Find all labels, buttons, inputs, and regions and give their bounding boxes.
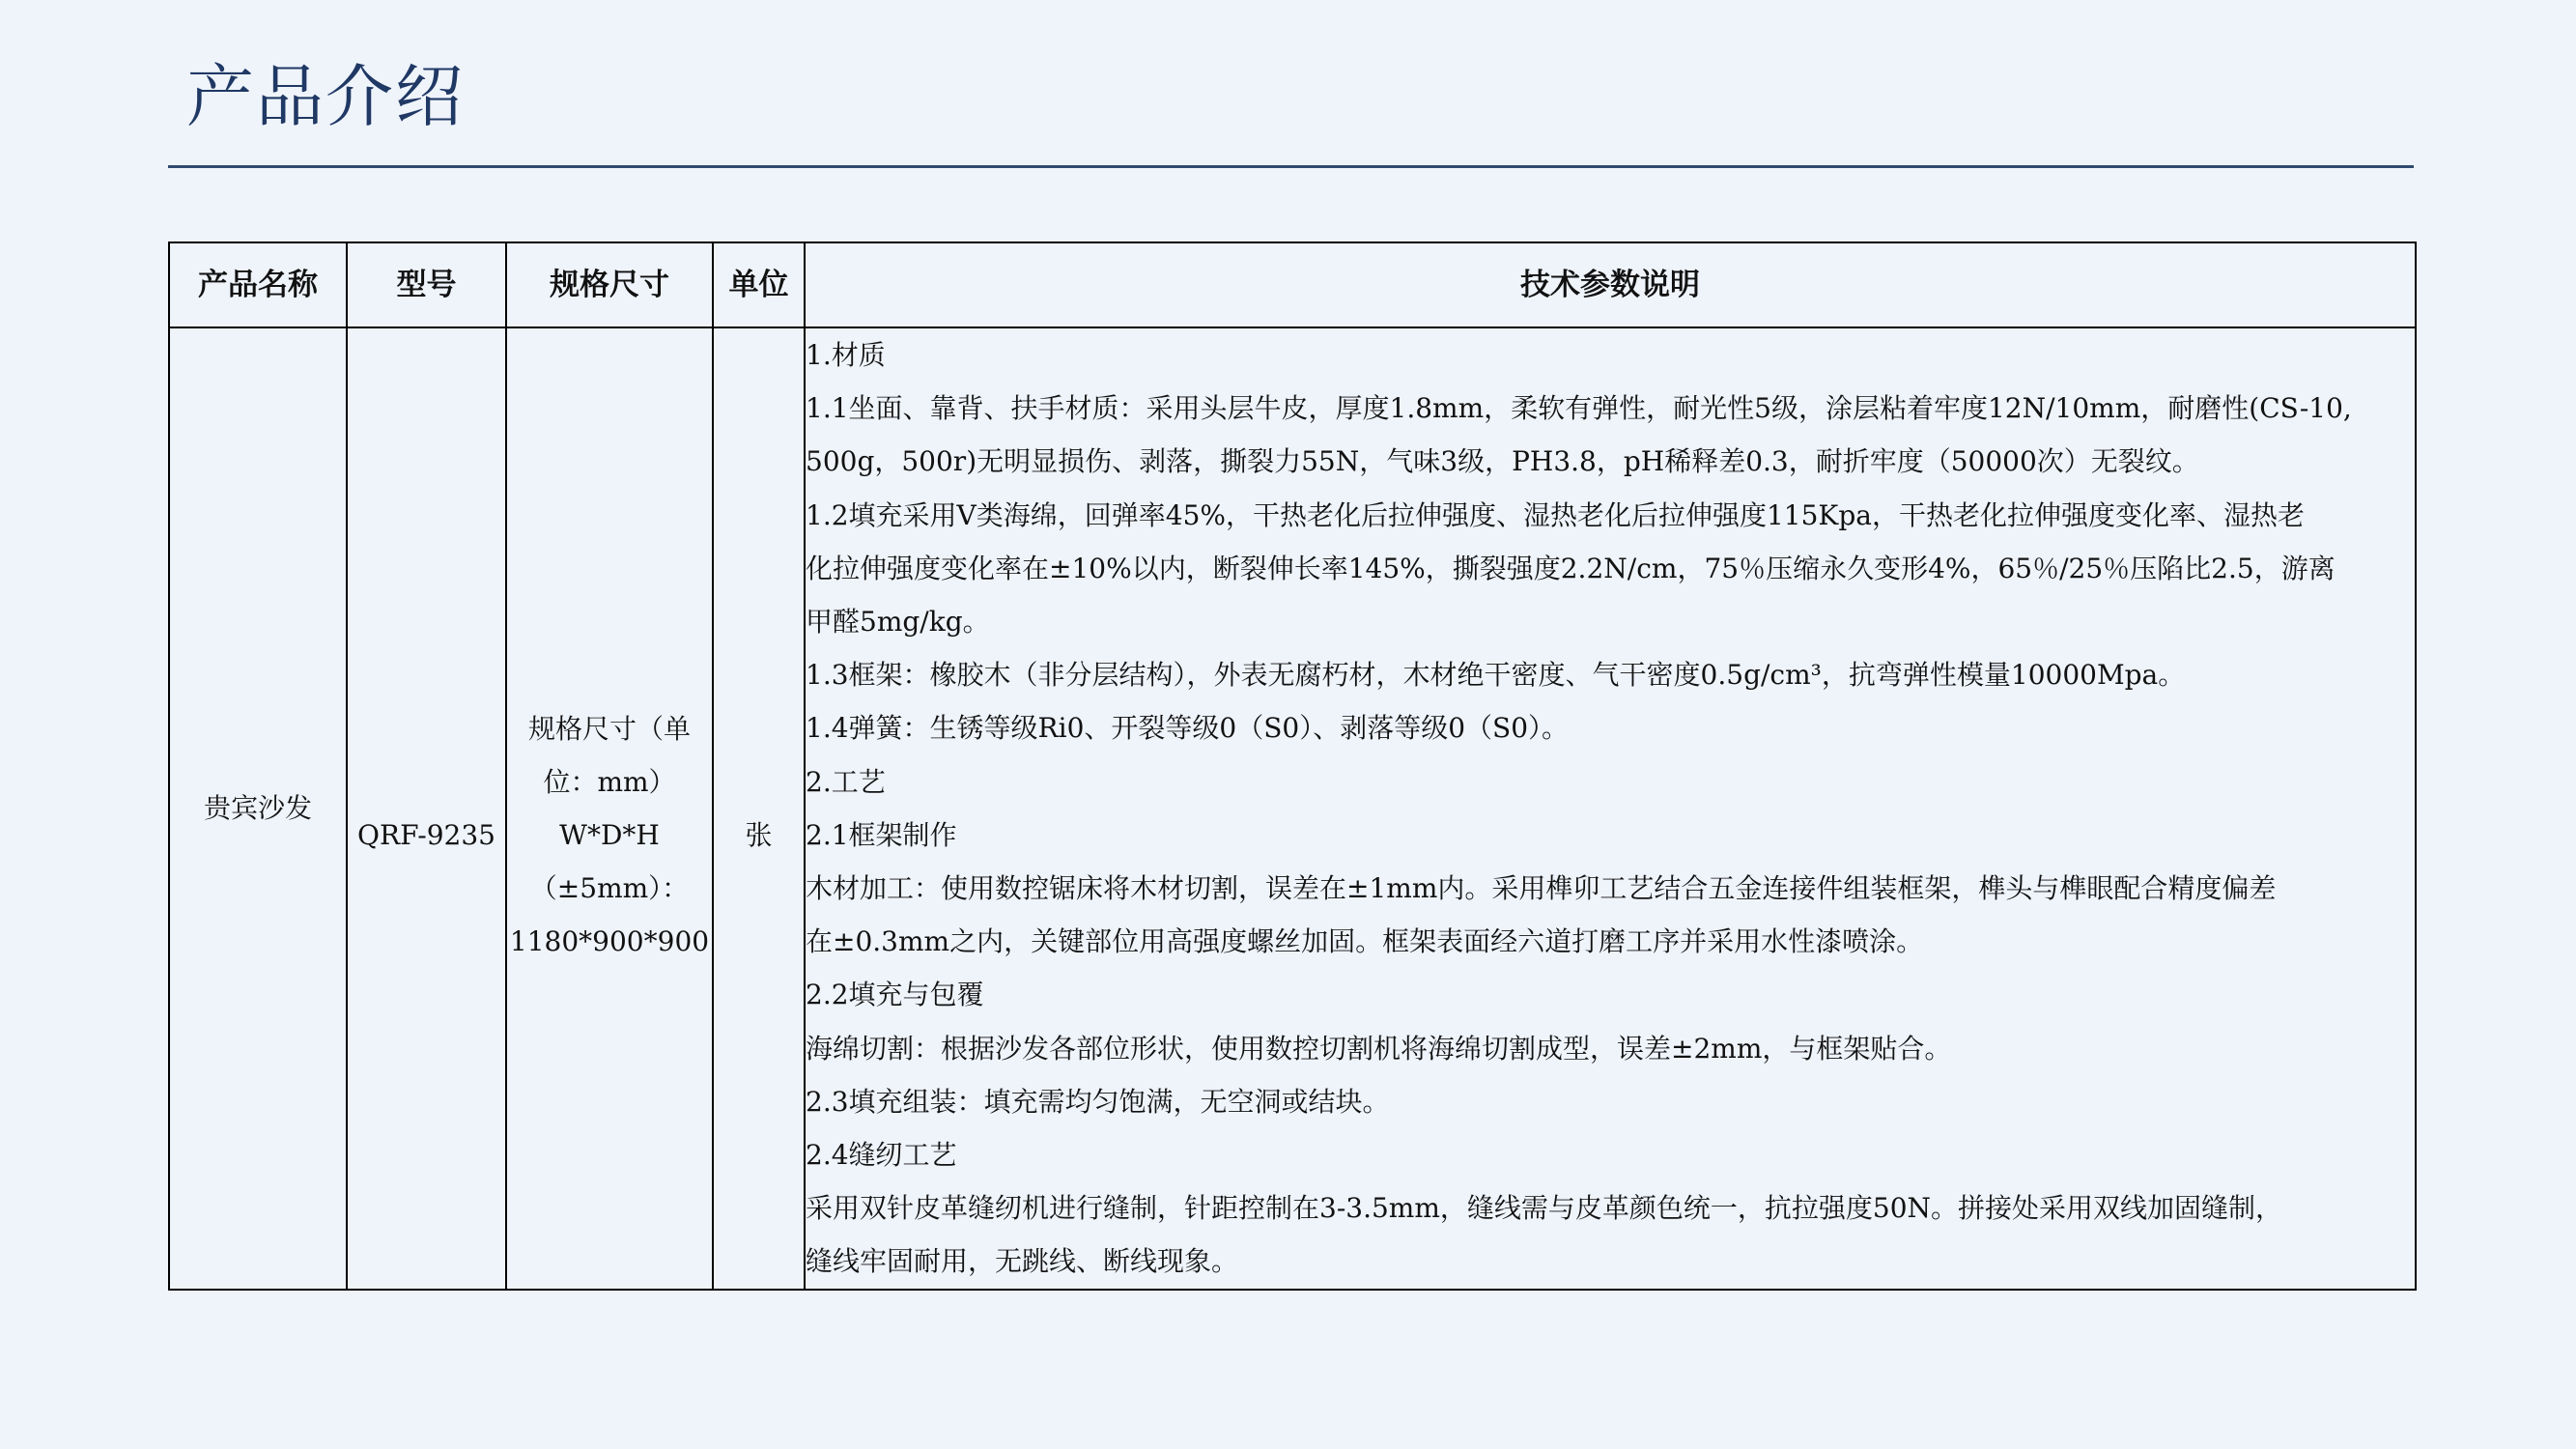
spec-line: 1.4弹簧：生锈等级Ri0、开裂等级0（S0）、剥落等级0（S0）。: [806, 712, 1570, 745]
spec-line: 2.工艺: [806, 765, 886, 798]
spec-line: 2.3填充组装：填充需均匀饱满，无空洞或结块。: [806, 1085, 1390, 1118]
spec-line: 采用双针皮革缝纫机进行缝制，针距控制在3-3.5mm，缝线需与皮革颜色统一，抗拉强度50N。拼接处采用双线加固缝制，: [806, 1192, 2283, 1225]
product-name: 贵宾沙发: [203, 792, 312, 825]
spec-line: 海绵切割：根据沙发各部位形状，使用数控切割机将海绵切割成型，误差±2mm，与框架贴合。: [806, 1032, 1952, 1065]
table-header-row: [169, 242, 2416, 327]
header-model: 型号: [347, 242, 506, 327]
product-size: 规格尺寸（单位：mm）W*D*H（±5mm）：1180*900*900: [509, 713, 710, 958]
spec-line: 缝线牢固耐用，无跳线、断线现象。: [806, 1245, 1239, 1278]
cell-model: [347, 327, 506, 1290]
spec-line: 1.1坐面、靠背、扶手材质：采用头层牛皮，厚度1.8mm，柔软有弹性，耐光性5级，涂层粘着牢度12N/10mm，耐磨性(CS-10,: [806, 392, 2352, 425]
product-model: QRF-9235: [357, 819, 495, 852]
table-row: [169, 327, 2416, 1290]
spec-line: 500g，500r)无明显损伤、剥落，撕裂力55N，气味3级，PH3.8，pH稀释差0.3，耐折牢度（50000次）无裂纹。: [806, 445, 2199, 478]
spec-line: 1.材质: [806, 339, 886, 371]
cell-specs: [805, 327, 2416, 1290]
spec-line: 木材加工：使用数控锯床将木材切割，误差在±1mm内。采用榫卯工艺结合五金连接件组装框架，榫头与榫眼配合精度偏差: [806, 872, 2277, 905]
spec-line: 1.2填充采用V类海绵，回弹率45%，干热老化后拉伸强度、湿热老化后拉伸强度115Kpa，干热老化拉伸强度变化率、湿热老: [806, 498, 2305, 531]
header-specs: 技术参数说明: [805, 242, 2416, 327]
spec-line: 1.3框架：橡胶木（非分层结构），外表无腐朽材，木材绝干密度、气干密度0.5g/cm³，抗弯弹性模量10000Mpa。: [806, 659, 2186, 692]
header-unit: 单位: [713, 242, 805, 327]
product-unit: 张: [745, 819, 773, 852]
header-product-name: 产品名称: [169, 242, 347, 327]
page-title: 产品介绍: [186, 57, 465, 136]
cell-size: [506, 327, 713, 1290]
spec-line: 化拉伸强度变化率在±10%以内，断裂伸长率145%，撕裂强度2.2N/cm，75％压缩永久变形4%，65％/25％压陷比2.5，游离: [806, 552, 2335, 584]
spec-line: 在±0.3mm之内，关键部位用高强度螺丝加固。框架表面经六道打磨工序并采用水性漆喷涂。: [806, 925, 1924, 958]
spec-line: 甲醛5mg/kg。: [806, 606, 990, 639]
title-divider: [168, 165, 2414, 168]
product-spec-table: [168, 242, 2417, 1291]
spec-line: 2.4缝纫工艺: [806, 1139, 957, 1172]
cell-unit: [713, 327, 805, 1290]
spec-line: 2.2填充与包覆: [806, 979, 984, 1011]
header-size: 规格尺寸: [506, 242, 713, 327]
cell-product-name: [169, 327, 347, 1290]
spec-line: 2.1框架制作: [806, 818, 957, 851]
